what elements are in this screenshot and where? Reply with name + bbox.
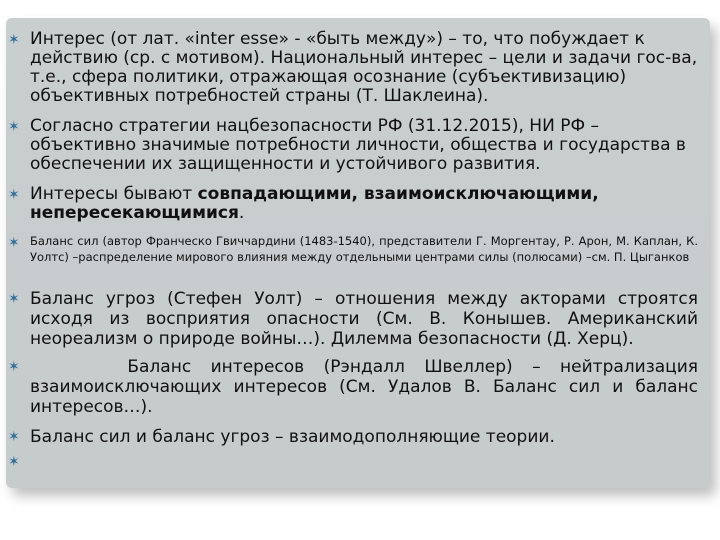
item-text: Баланс интересов (Рэндалл Швеллер) – нейтрализация взаимоисключающих интересов (См. Удалов В. Баланс сил и баланс интересов…).: [30, 357, 704, 417]
item-text: Баланс сил и баланс угроз – взаимодополняющие теории.: [30, 427, 555, 447]
item-text: Интерес (от лат. «inter esse» - «быть между») – то, что побуждает к действию (ср. с мотивом). Национальный интерес – цели и задачи гос-ва, т.е., сфера политики, отражающая осознание (субъективизацию) объективных потребностей страны (Т. Шаклеина).: [30, 29, 698, 106]
item-text-suffix: .: [238, 203, 245, 223]
star-bullet-icon: ✶: [8, 429, 20, 445]
item-text-bold: совпадающими, взаимоисключающими, непересекающимися: [30, 184, 599, 223]
star-bullet-icon: ✶: [8, 119, 20, 135]
item-text: Баланс сил (автор Франческо Гвиччардини (1483-1540), представители Г. Моргентау, Р. Арон, М. Каплан, К. Уолтс) –распределение мирового влияния между отдельными центрами силы (полюсами) –см. П. Цыганков: [30, 234, 698, 264]
item-text: Согласно стратегии нацбезопасности РФ (31.12.2015), НИ РФ – объективно значимые потребности личности, общества и государства в обеспечении их защищенности и устойчивого развития.: [30, 116, 686, 174]
item-text: Баланс угроз (Стефен Уолт) – отношения между акторами строятся исходя из восприятия опасности (См. В. Конышев. Американский неореализм о природе войны…). Дилемма безопасности (Д. Херц).: [30, 289, 698, 349]
item-text-prefix: Интересы бывают: [30, 184, 198, 204]
star-bullet-icon: ✶: [8, 359, 20, 375]
star-bullet-icon: ✶: [8, 32, 20, 48]
star-bullet-icon: ✶: [8, 235, 20, 251]
star-bullet-icon: ✶: [8, 187, 20, 203]
star-bullet-icon: ✶: [8, 291, 20, 307]
item-text: [30, 185, 698, 223]
star-bullet-icon: ✶: [8, 454, 20, 470]
